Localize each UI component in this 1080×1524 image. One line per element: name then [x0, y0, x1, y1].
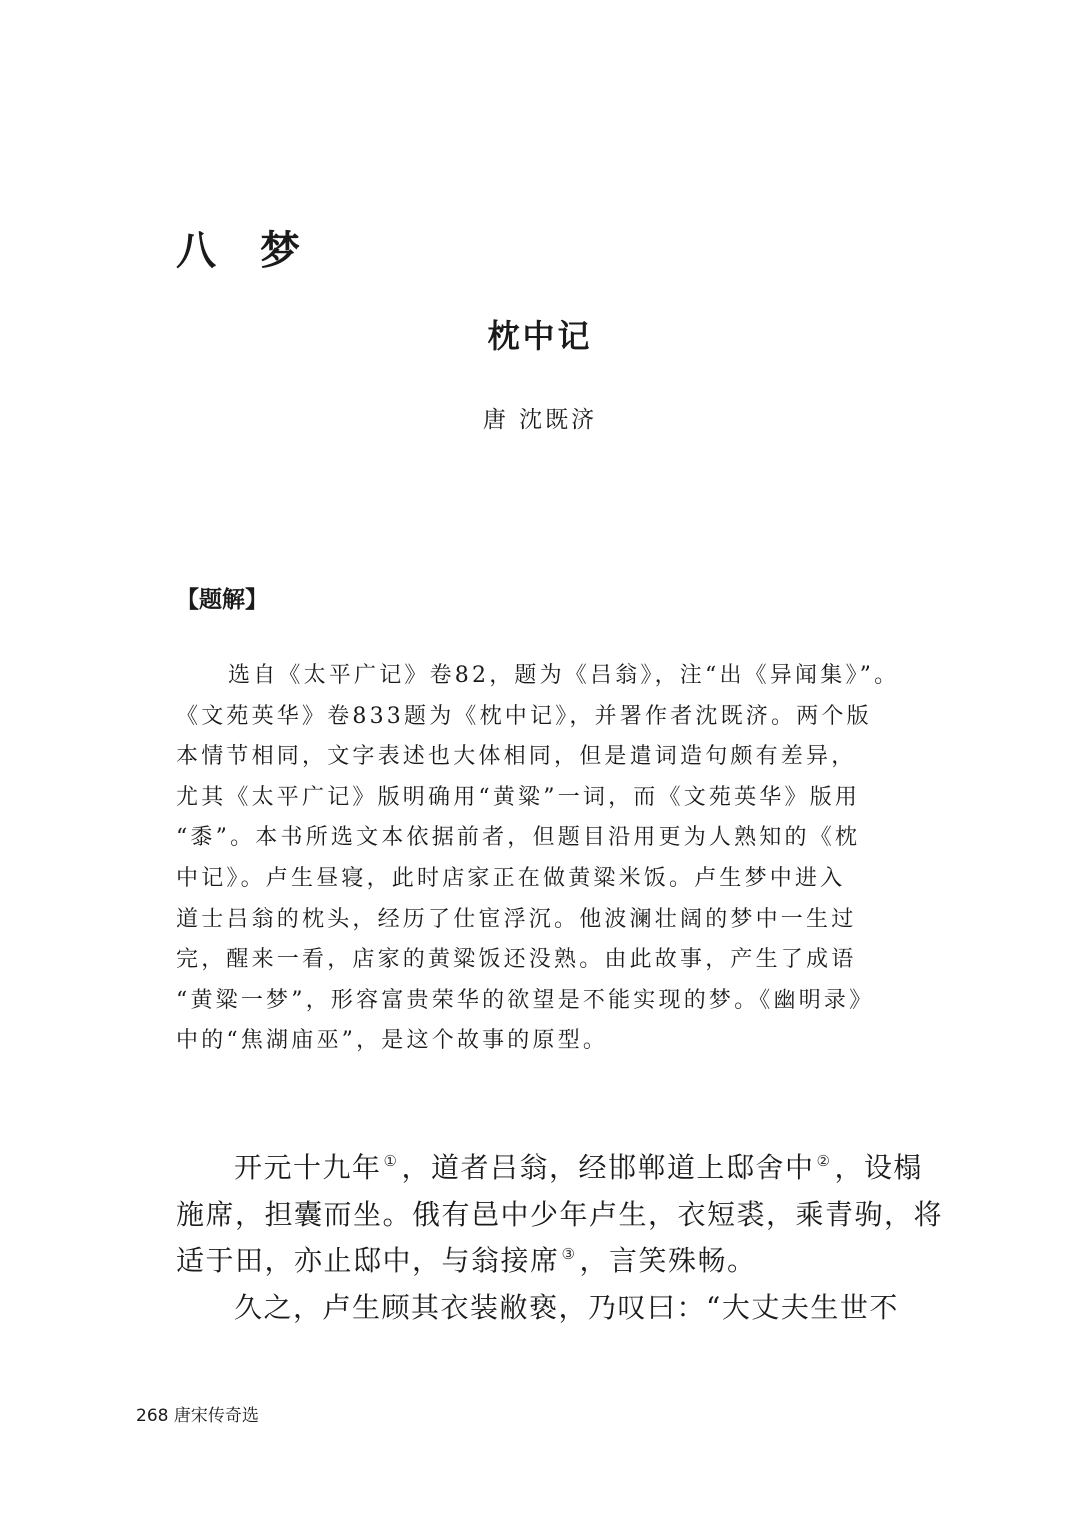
intro-line: “黄粱一梦”，形容富贵荣华的欲望是不能实现的梦。《幽明录》: [176, 987, 875, 1013]
story-line: [176, 1145, 923, 1192]
story-text-segment: ，设榻: [834, 1151, 923, 1184]
story-line: 久之，卢生顾其衣装敝亵，乃叹曰：“大丈夫生世不: [234, 1290, 899, 1324]
footnote-marker[interactable]: ③: [561, 1245, 577, 1263]
chapter-title: 八梦: [176, 228, 344, 274]
story-line: 施席，担囊而坐。俄有邑中少年卢生，衣短裘，乘青驹，将: [176, 1197, 944, 1231]
intro-line: 中的“焦湖庙巫”，是这个故事的原型。: [176, 1028, 609, 1054]
intro-paragraph: [176, 656, 900, 1062]
intro-line: “黍”。本书所选文本依据前者，但题目沿用更为人熟知的《枕: [176, 825, 861, 851]
intro-line: 道士吕翁的枕头，经历了仕宦浮沉。他波澜壮阔的梦中一生过: [176, 906, 857, 932]
book-title: 唐宋传奇选: [173, 1406, 259, 1426]
intro-line: 本情节相同，文字表述也大体相同，但是遣词造句颇有差异，: [176, 744, 857, 770]
story-text-segment: 适于田，亦止邸中，与翁接席: [176, 1244, 560, 1277]
intro-line: 完，醒来一看，店家的黄粱饭还没熟。由此故事，产生了成语: [176, 947, 857, 973]
intro-line: 《文苑英华》卷833题为《枕中记》，并署作者沈既济。两个版: [176, 703, 872, 729]
footnote-marker[interactable]: ②: [816, 1152, 832, 1170]
story-text: [176, 1145, 944, 1331]
story-title: 枕中记: [487, 317, 593, 355]
footnote-marker[interactable]: ①: [383, 1152, 399, 1170]
intro-line: 尤其《太平广记》版明确用“黄粱”一词，而《文苑英华》版用: [176, 784, 861, 810]
story-author: 唐 沈既济: [482, 407, 598, 433]
page-footer: [136, 1404, 259, 1428]
story-text-segment: ，言笑殊畅。: [579, 1244, 757, 1277]
intro-line: 选自《太平广记》卷82，题为《吕翁》，注“出《异闻集》”。: [228, 663, 900, 688]
page-number: 268: [136, 1406, 169, 1426]
intro-heading: 【题解】: [176, 587, 268, 613]
intro-line: 中记》。卢生昼寝，此时店家正在做黄粱米饭。卢生梦中进入: [176, 865, 846, 891]
story-line: [176, 1238, 888, 1285]
story-text-segment: 开元十九年: [234, 1151, 382, 1184]
story-text-segment: ，道者吕翁，经邯郸道上邸舍中: [401, 1151, 815, 1184]
